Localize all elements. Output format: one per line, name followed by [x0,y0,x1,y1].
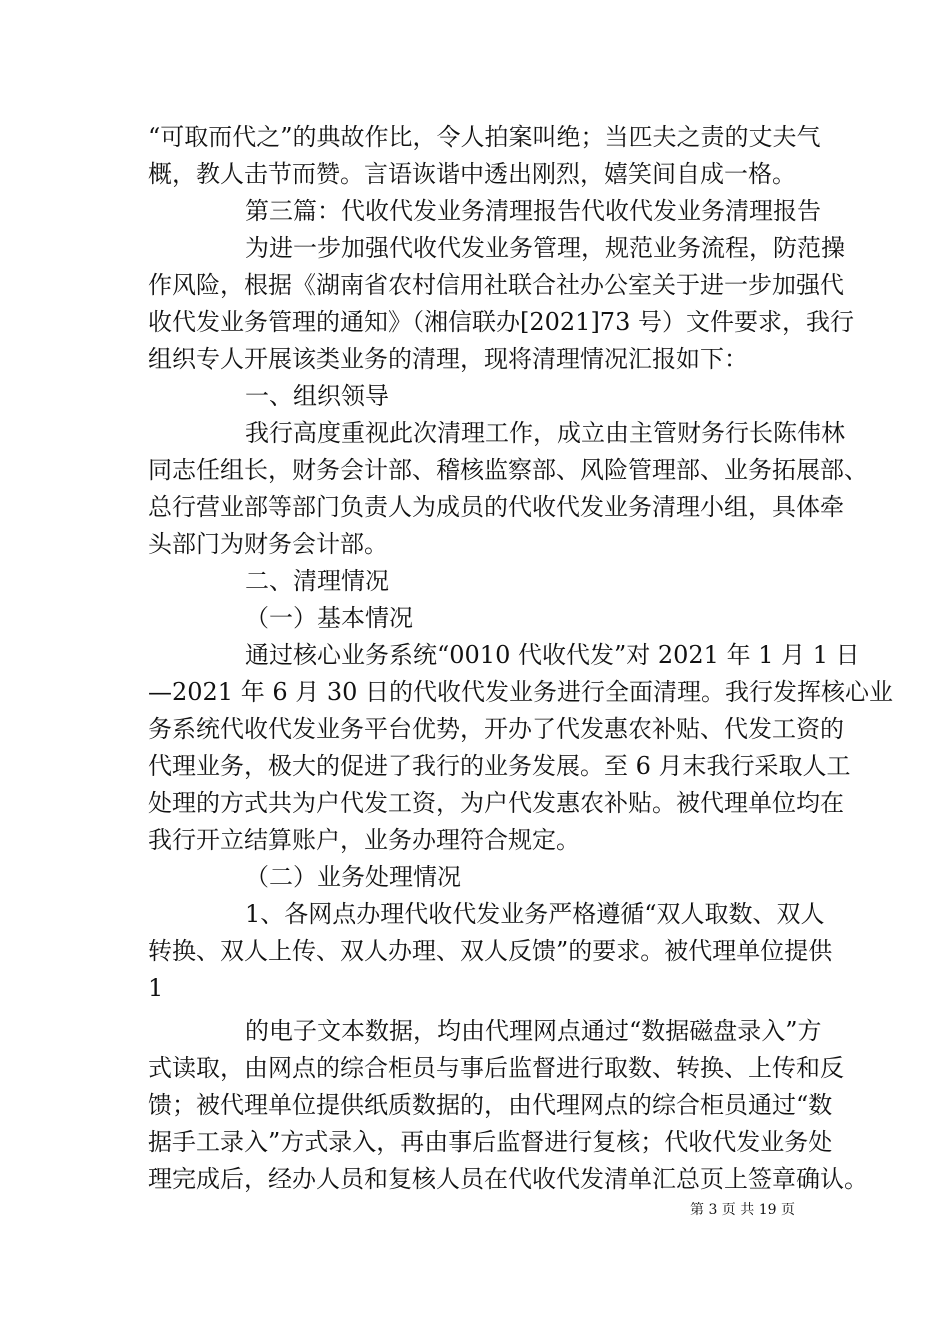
text-line: 组织专人开展该类业务的清理，现将清理情况汇报如下： [148,345,748,373]
text-line: 的电子文本数据，均由代理网点通过“数据磁盘录入”方 [245,1017,822,1045]
text-line: —2021 年 6 月 30 日的代收代发业务进行全面清理。我行发挥核心业 [148,678,894,706]
page-marker: 1 [148,974,164,1002]
text-line: 通过核心业务系统“0010 代收代发”对 2021 年 1 月 1 日 [245,641,860,669]
text-line: 收代发业务管理的通知》（湘信联办[2021]73 号）文件要求，我行 [148,308,854,336]
text-line: 总行营业部等部门负责人为成员的代收代发业务清理小组，具体牵 [148,493,844,521]
text-line: 作风险，根据《湖南省农村信用社联合社办公室关于进一步加强代 [148,271,844,299]
text-line: 1、各网点办理代收代发业务严格遵循“双人取数、双人 [245,900,825,928]
text-line: 式读取，由网点的综合柜员与事后监督进行取数、转换、上传和反 [148,1054,844,1082]
text-line: 同志任组长，财务会计部、稽核监察部、风险管理部、业务拓展部、 [148,456,868,484]
text-line: 头部门为财务会计部。 [148,530,388,558]
text-line: 转换、双人上传、双人办理、双人反馈”的要求。被代理单位提供 [148,937,833,965]
text-line: 处理的方式共为户代发工资，为户代发惠农补贴。被代理单位均在 [148,789,844,817]
text-line: “可取而代之”的典故作比，令人拍案叫绝；当匹夫之责的丈夫气 [148,123,821,151]
text-line: 馈；被代理单位提供纸质数据的，由代理网点的综合柜员通过“数 [148,1091,833,1119]
subheading: （二）业务处理情况 [245,863,461,891]
text-line: 据手工录入”方式录入，再由事后监督进行复核；代收代发业务处 [148,1128,833,1156]
section-title: 第三篇：代收代发业务清理报告代收代发业务清理报告 [245,197,821,225]
page-footer: 第 3 页 共 19 页 [690,1202,795,1218]
text-line: 我行高度重视此次清理工作，成立由主管财务行长陈伟林 [245,419,845,447]
subheading: （一）基本情况 [245,604,413,632]
text-line: 概，教人击节而赞。言语诙谐中透出刚烈，嬉笑间自成一格。 [148,160,796,188]
text-line: 我行开立结算账户，业务办理符合规定。 [148,826,580,854]
text-line: 务系统代收代发业务平台优势，开办了代发惠农补贴、代发工资的 [148,715,844,743]
text-line: 为进一步加强代收代发业务管理，规范业务流程，防范操 [245,234,845,262]
text-line: 理完成后，经办人员和复核人员在代收代发清单汇总页上签章确认。 [148,1165,868,1193]
heading: 二、清理情况 [245,567,389,595]
heading: 一、组织领导 [245,382,389,410]
text-line: 代理业务，极大的促进了我行的业务发展。至 6 月末我行采取人工 [148,752,851,780]
